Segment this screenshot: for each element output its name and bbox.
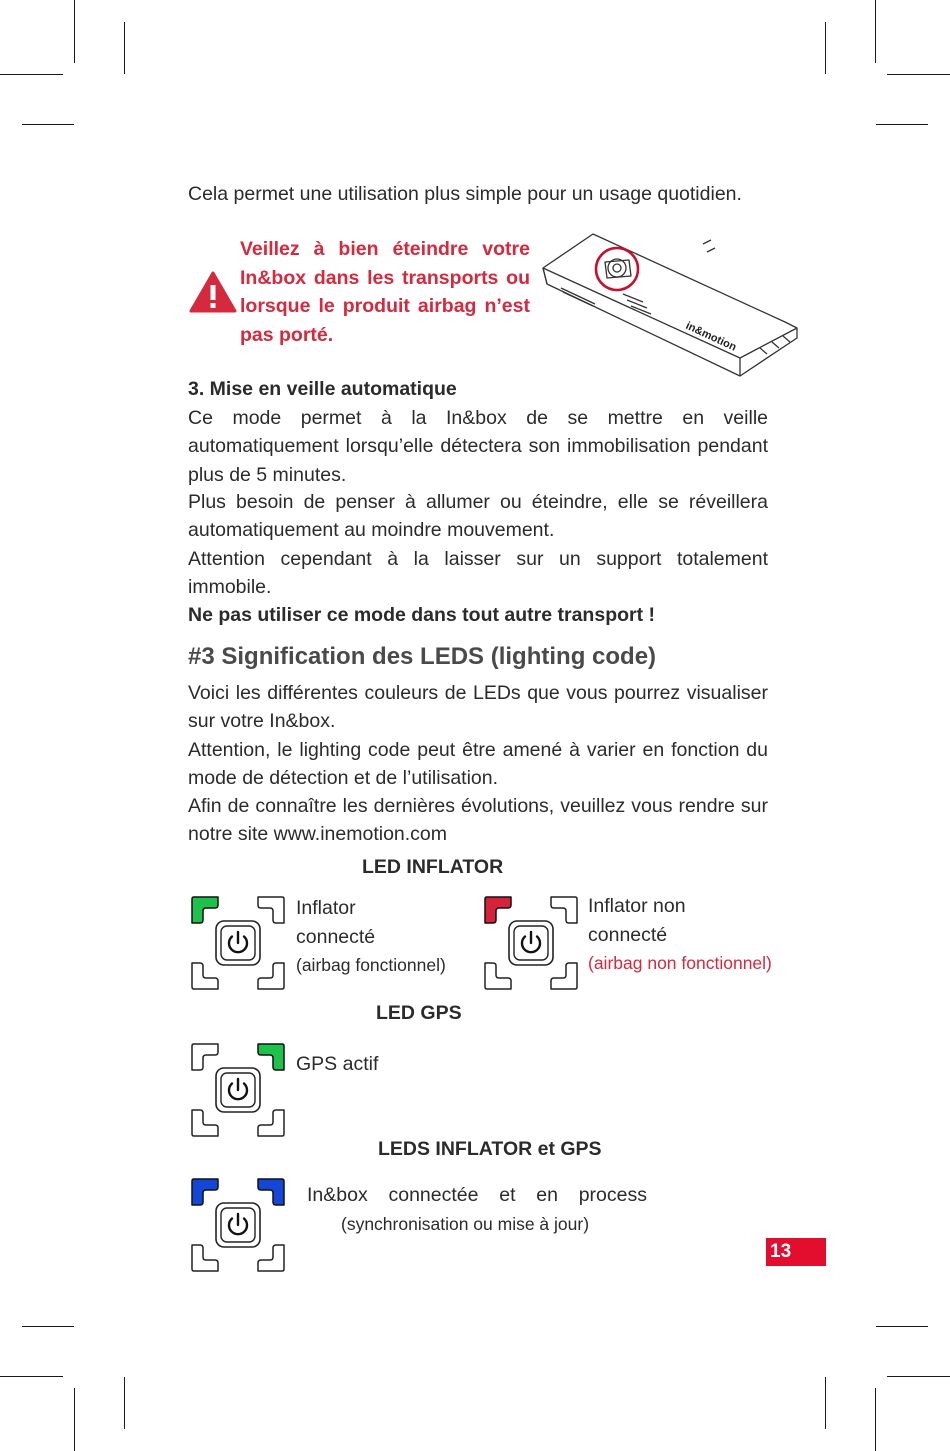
leds-paragraph-2: Attention, le lighting code peut être amené à varier en fonction du mode de détection et de l’utilisation. — [188, 739, 768, 790]
section3-paragraph-3: Attention cependant à la laisser sur un support totalement immobile. — [188, 548, 768, 599]
led-diagram-inflator-ko — [483, 895, 579, 991]
power-icon — [509, 921, 553, 965]
power-icon — [216, 1068, 260, 1112]
led-corner-tr — [258, 897, 284, 923]
led-gps-heading: LED GPS — [376, 1002, 462, 1024]
led-corner-bl — [192, 1110, 218, 1136]
led-corner-tl — [485, 897, 511, 923]
inflator-ko-sub: (airbag non fonctionnel) — [588, 953, 772, 973]
inflator-ko-label — [588, 892, 772, 978]
inflator-ok-line1: Inflator — [296, 897, 356, 919]
warning-triangle-icon — [189, 270, 237, 314]
leds-paragraph-1: Voici les différentes couleurs de LEDs que vous pourrez visualiser sur votre In&box. — [188, 682, 768, 733]
section3-paragraph-2: Plus besoin de penser à allumer ou éteindre, elle se réveillera automatiquement au moindre mouvement. — [188, 491, 768, 542]
inflator-ok-sub: (airbag fonctionnel) — [296, 955, 446, 975]
led-corner-tr — [551, 897, 577, 923]
led-corner-br — [258, 1110, 284, 1136]
led-corner-bl — [192, 963, 218, 989]
inflator-ok-label — [296, 894, 446, 980]
leds-section-title: #3 Signification des LEDS (lighting code) — [188, 643, 657, 670]
led-corner-tl — [192, 897, 218, 923]
page-number: 13 — [766, 1238, 826, 1266]
power-icon — [216, 1203, 260, 1247]
inflator-ko-line2: connecté — [588, 923, 668, 946]
led-corner-tr — [258, 1044, 284, 1070]
led-corner-bl — [485, 963, 511, 989]
both-sub: (synchronisation ou mise à jour) — [341, 1213, 590, 1234]
led-diagram-inflator-ok — [190, 895, 286, 991]
inflator-ko-line1: Inflator non — [588, 895, 686, 917]
led-both-heading: LEDS INFLATOR et GPS — [378, 1138, 602, 1160]
led-inflator-heading: LED INFLATOR — [362, 856, 504, 878]
led-diagram-both — [190, 1177, 286, 1273]
intro-paragraph: Cela permet une utilisation plus simple pour un usage quotidien. — [188, 183, 742, 205]
led-corner-bl — [192, 1245, 218, 1271]
led-corner-br — [551, 963, 577, 989]
led-corner-br — [258, 963, 284, 989]
device-brand-label: in&motion — [683, 319, 739, 354]
led-corner-br — [258, 1245, 284, 1271]
inbox-device-illustration — [535, 230, 800, 378]
both-label — [307, 1181, 647, 1238]
leds-paragraph-3: Afin de connaître les dernières évolutions, veuillez vous rendre sur notre site www.inemotion.com — [188, 795, 768, 846]
section3-paragraph-1: Ce mode permet à la In&box de se mettre en veille automatiquement lorsqu’elle détectera son immobilisation pendant plus de 5 minutes. — [188, 407, 768, 486]
power-icon — [216, 921, 260, 965]
both-line: In&box connectée et en process — [307, 1184, 647, 1206]
section3-title: 3. Mise en veille automatique — [188, 378, 457, 400]
warning-text: Veillez à bien éteindre votre In&box dans les transports ou lorsque le produit airbag n’est pas porté. — [240, 238, 530, 346]
section3-warning-line: Ne pas utiliser ce mode dans tout autre transport ! — [188, 604, 656, 626]
led-corner-tr — [258, 1179, 284, 1205]
inflator-ok-line2: connecté — [296, 925, 376, 948]
led-corner-tl — [192, 1044, 218, 1070]
led-corner-tl — [192, 1179, 218, 1205]
gps-label: GPS actif — [296, 1053, 379, 1075]
led-diagram-gps — [190, 1042, 286, 1138]
